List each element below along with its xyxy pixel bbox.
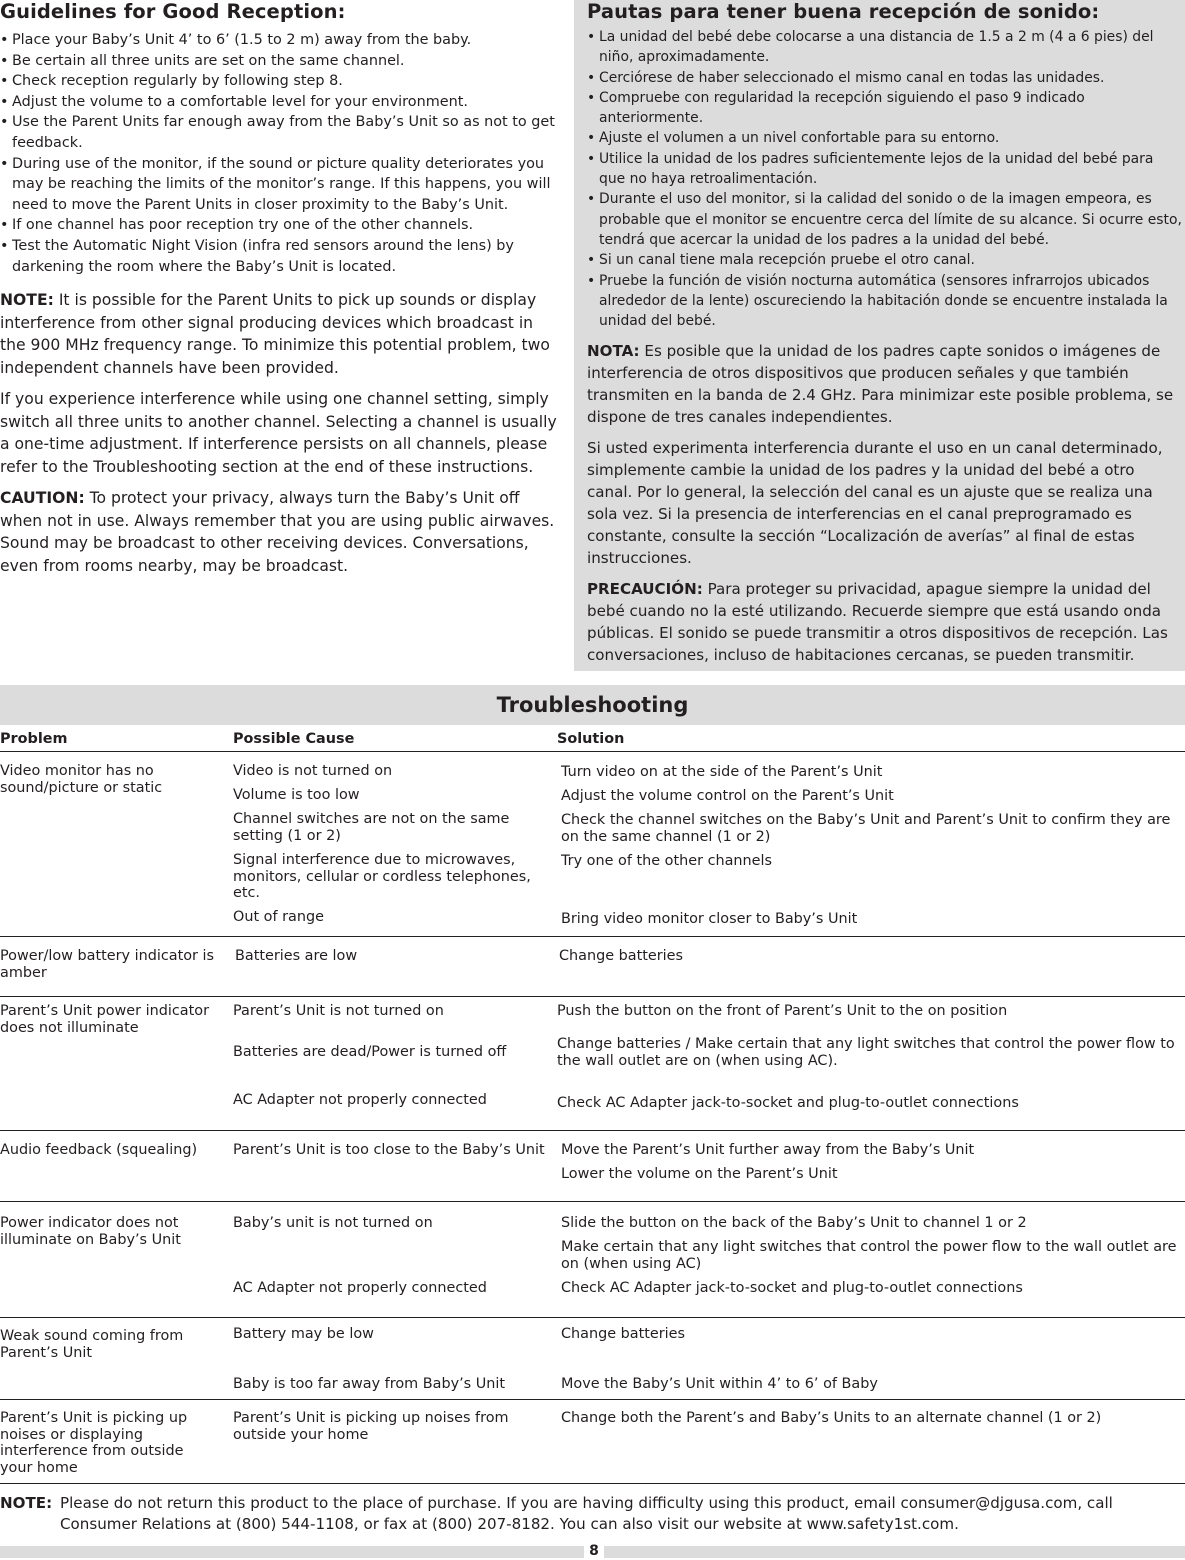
caution-text: To protect your privacy, always turn the Baby’s Unit off when not in use. Always remember that you are using public airwaves. Sound may be broadcast to other receiving devices. Conversations, even from rooms nearby, may be broadcast. [0, 489, 555, 575]
spanish-bullet-list [587, 27, 1182, 331]
solution-cell: Change batteries / Make certain that any light switches that control the power flow to the wall outlet are on (when using AC). [557, 1036, 1175, 1069]
english-interference: If you experience interference while using one channel setting, simply switch all three units to another channel. Selecting a channel is usually a one-time adjustment. If interference persists on all channels, please refer to the Troubleshooting section at the end of these instructions. [0, 390, 557, 476]
list-item: • Utilice la unidad de los padres suficientemente lejos de la unidad del bebé para que no haya retroalimentación. [587, 149, 1182, 190]
problem-cell: Power indicator does not illuminate on Baby’s Unit [0, 1215, 181, 1248]
cause-cell: AC Adapter not properly connected [233, 1280, 487, 1296]
caution-label: CAUTION: [0, 489, 85, 508]
table-row [0, 752, 1185, 937]
note-label: NOTE: [0, 291, 54, 310]
solution-cell: Turn video on at the side of the Parent’s Unit [561, 764, 883, 780]
cause-cell: Baby’s unit is not turned on [233, 1215, 433, 1231]
list-item: • Durante el uso del monitor, si la calidad del sonido o de la imagen empeora, es probable que el monitor se encuentre cerca del límite de su alcance. Si ocurre esto, tendrá que acercar la unidad de los padres a la unidad del bebé. [587, 189, 1182, 250]
english-bullet-list [0, 30, 560, 277]
note-label: NOTE: [0, 1494, 53, 1512]
cause-cell: Parent’s Unit is not turned on [233, 1003, 444, 1019]
list-item: • Test the Automatic Night Vision (infra red sensors around the lens) by darkening the room where the Baby’s Unit is located. [0, 236, 560, 277]
spanish-note [587, 340, 1182, 428]
table-row [0, 937, 1185, 997]
note-label: NOTA: [587, 342, 640, 361]
list-item: • La unidad del bebé debe colocarse a una distancia de 1.5 a 2 m (4 a 6 pies) del niño, aproximadamente. [587, 27, 1182, 68]
english-note [0, 289, 560, 379]
spanish-guidelines [574, 0, 1185, 671]
problem-cell: Power/low battery indicator is amber [0, 948, 215, 981]
solution-cell: Make certain that any light switches that control the power flow to the wall outlet are on (when using AC) [561, 1239, 1177, 1272]
solution-cell: Move the Baby’s Unit within 4’ to 6’ of Baby [561, 1376, 878, 1392]
english-caution [0, 487, 560, 577]
header-cause: Possible Cause [233, 731, 355, 747]
cause-cell: Channel switches are not on the same setting (1 or 2) [233, 811, 510, 844]
caution-text: Para proteger su privacidad, apague siempre la unidad del bebé cuando no la esté utilizando. Recuerde siempre que está usando onda públicas. El sonido se puede transmitir a otros dispositivos de recepción. Las conversaciones, incluso de habitaciones cercanas, se pueden transmitir. [587, 580, 1168, 665]
list-item: • Place your Baby’s Unit 4’ to 6’ (1.5 to 2 m) away from the baby. [0, 30, 560, 51]
cause-cell: Parent’s Unit is too close to the Baby’s Unit [233, 1142, 545, 1158]
table-row [0, 1202, 1185, 1318]
solution-cell: Change both the Parent’s and Baby’s Units to an alternate channel (1 or 2) [561, 1410, 1102, 1426]
bottom-note [0, 1493, 1185, 1535]
problem-cell: Parent’s Unit is picking up noises or displaying interference from outside your home [0, 1410, 188, 1476]
list-item: • Pruebe la función de visión nocturna automática (sensores infrarrojos ubicados alrededor de la lente) oscureciendo la habitación donde se encuentre instalada la unidad del bebé. [587, 271, 1182, 332]
list-item: • Si un canal tiene mala recepción pruebe el otro canal. [587, 250, 1182, 270]
caution-label: PRECAUCIÓN: [587, 580, 703, 599]
solution-cell: Change batteries [561, 1326, 686, 1342]
solution-cell: Lower the volume on the Parent’s Unit [561, 1166, 838, 1182]
cause-cell: Signal interference due to microwaves, monitors, cellular or cordless telephones, etc. [233, 852, 531, 902]
list-item: • Cerciórese de haber seleccionado el mismo canal en todas las unidades. [587, 68, 1182, 88]
solution-cell: Adjust the volume control on the Parent’s Unit [561, 788, 894, 804]
list-item: • Be certain all three units are set on the same channel. [0, 51, 560, 72]
list-item: • Check reception regularly by following step 8. [0, 71, 560, 92]
table-row [0, 1400, 1185, 1484]
solution-cell: Move the Parent’s Unit further away from the Baby’s Unit [561, 1142, 975, 1158]
table-row [0, 997, 1185, 1131]
cause-cell: Parent’s Unit is picking up noises from outside your home [233, 1410, 509, 1443]
list-item: • Ajuste el volumen a un nivel confortable para su entorno. [587, 128, 1182, 148]
spanish-caution [587, 578, 1182, 666]
problem-cell: Audio feedback (squealing) [0, 1142, 198, 1158]
list-item: • If one channel has poor reception try one of the other channels. [0, 215, 560, 236]
cause-cell: Video is not turned on [233, 763, 393, 779]
cause-cell: Volume is too low [233, 787, 360, 803]
header-solution: Solution [557, 731, 625, 747]
page-number: 8 [584, 1543, 604, 1560]
solution-cell: Try one of the other channels [561, 853, 773, 869]
cause-cell: Battery may be low [233, 1326, 374, 1342]
list-item: • Use the Parent Units far enough away from the Baby’s Unit so as not to get feedback. [0, 112, 560, 153]
solution-cell: Slide the button on the back of the Baby’s Unit to channel 1 or 2 [561, 1215, 1027, 1231]
solution-cell: Check AC Adapter jack-to-socket and plug-to-outlet connections [557, 1095, 1019, 1111]
english-guidelines [0, 0, 560, 577]
solution-cell: Push the button on the front of Parent’s Unit to the on position [557, 1003, 1008, 1019]
spanish-title: Pautas para tener buena recepción de sonido: [587, 0, 1100, 23]
note-text: Please do not return this product to the place of purchase. If you are having difficulty using this product, email consumer@djgusa.com, call Consumer Relations at (800) 544-1108, or fax at (800) 207-8182. You can also visit our website at www.safety1st.com. [60, 1494, 1113, 1533]
solution-cell: Change batteries [559, 948, 684, 964]
cause-cell: Out of range [233, 909, 324, 925]
note-text: Es posible que la unidad de los padres capte sonidos o imágenes de interferencia de otros dispositivos que producen señales y que también transmiten en la banda de 2.4 GHz. Para minimizar este posible problema, se dispone de tres canales independientes. [587, 342, 1174, 427]
table-header [0, 729, 1185, 752]
problem-cell: Weak sound coming from Parent’s Unit [0, 1328, 184, 1361]
header-problem: Problem [0, 731, 68, 747]
list-item: • Compruebe con regularidad la recepción siguiendo el paso 9 indicado anteriormente. [587, 88, 1182, 129]
troubleshooting-title: Troubleshooting [496, 693, 689, 717]
solution-cell: Bring video monitor closer to Baby’s Unit [561, 911, 858, 927]
problem-cell: Parent’s Unit power indicator does not illuminate [0, 1003, 209, 1036]
note-text: It is possible for the Parent Units to pick up sounds or display interference from other signal producing devices which broadcast in the 900 MHz frequency range. To minimize this potential problem, two independent channels have been provided. [0, 291, 550, 377]
solution-cell: Check AC Adapter jack-to-socket and plug-to-outlet connections [561, 1280, 1023, 1296]
troubleshooting-header-bar [0, 685, 1185, 725]
table-row [0, 1318, 1185, 1400]
table-row [0, 1131, 1185, 1202]
cause-cell: Batteries are dead/Power is turned off [233, 1044, 507, 1060]
cause-cell: Baby is too far away from Baby’s Unit [233, 1376, 506, 1392]
list-item: • Adjust the volume to a comfortable level for your environment. [0, 92, 560, 113]
cause-cell: AC Adapter not properly connected [233, 1092, 487, 1108]
spanish-interference: Si usted experimenta interferencia durante el uso en un canal determinado, simplemente cambie la unidad de los padres y la unidad del bebé a otro canal. Por lo general, la selección del canal es un ajuste que se realiza una sola vez. Si la presencia de interferencias en el canal preprogramado es constante, consulte la sección “Localización de averías” al final de estas instrucciones. [587, 439, 1163, 568]
list-item: • During use of the monitor, if the sound or picture quality deteriorates you may be reaching the limits of the monitor’s range. If this happens, you will need to move the Parent Units in closer proximity to the Baby’s Unit. [0, 154, 560, 216]
english-title: Guidelines for Good Reception: [0, 0, 346, 23]
cause-cell: Batteries are low [235, 948, 358, 964]
solution-cell: Check the channel switches on the Baby’s Unit and Parent’s Unit to confirm they are on the same channel (1 or 2) [561, 812, 1171, 845]
problem-cell: Video monitor has no sound/picture or static [0, 763, 163, 796]
